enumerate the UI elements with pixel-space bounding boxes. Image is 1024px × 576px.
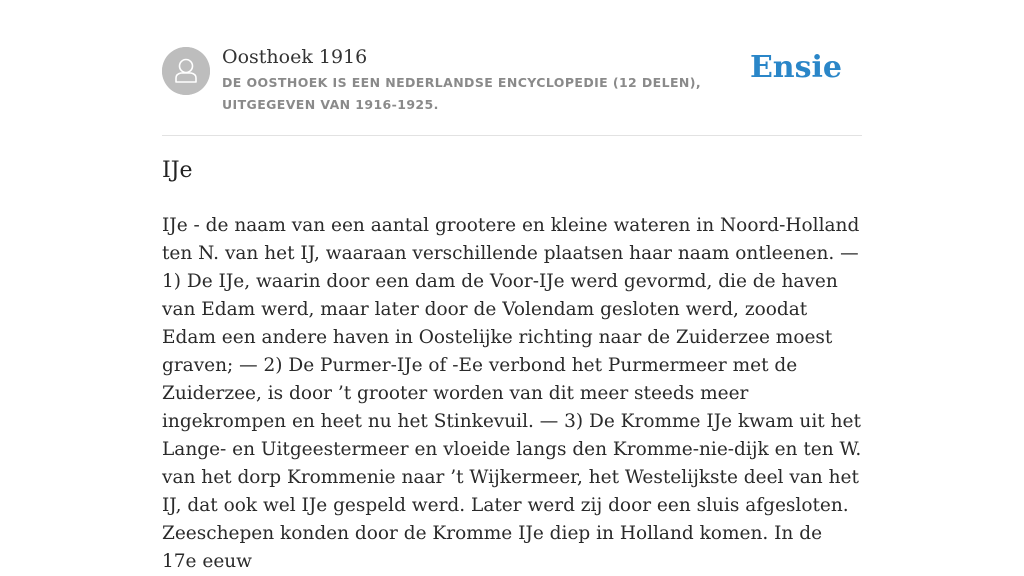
entry-body: IJe - de naam van een aantal grootere en kleine wateren in Noord-Holland ten N. van het IJ, waaraan verschillende plaatsen haar naam ontleenen. — 1) De IJe, waarin door een dam de Voor-IJe werd gevormd, die de haven van Edam werd, maar later door de Volendam gesloten werd, zoodat Edam een andere haven in Oostelijke richting naar de Zuiderzee moest graven; — 2) De Purmer-IJe of -Ee verbond het Purmermeer met de Zuiderzee, is door ’t grooter worden van dit meer steeds meer ingekrompen en heet nu het Stinkevuil. — 3) De Kromme IJe kwam uit het Lange- en Uitgeestermeer en vloeide langs den Kromme-nie-dijk en ten W. van het dorp Krommenie naar ’t Wijkermeer, het Westelijkste deel van het IJ, dat ook wel IJe gespeld werd. Later werd zij door een sluis afgesloten. Zeeschepen konden door de Kromme IJe diep in Holland komen. In de 17e eeuw: [162, 215, 862, 572]
source-header: [162, 0, 862, 136]
user-avatar-icon: [162, 47, 210, 95]
source-description: DE OOSTHOEK IS EEN NEDERLANDSE ENCYCLOPEDIE (12 DELEN), UITGEGEVEN VAN 1916-1925.: [222, 75, 702, 112]
page-container: [162, 0, 862, 572]
source-title[interactable]: Oosthoek 1916: [222, 46, 368, 68]
brand-logo-link[interactable]: Ensie: [749, 50, 842, 85]
entry-title: IJe: [162, 158, 193, 183]
